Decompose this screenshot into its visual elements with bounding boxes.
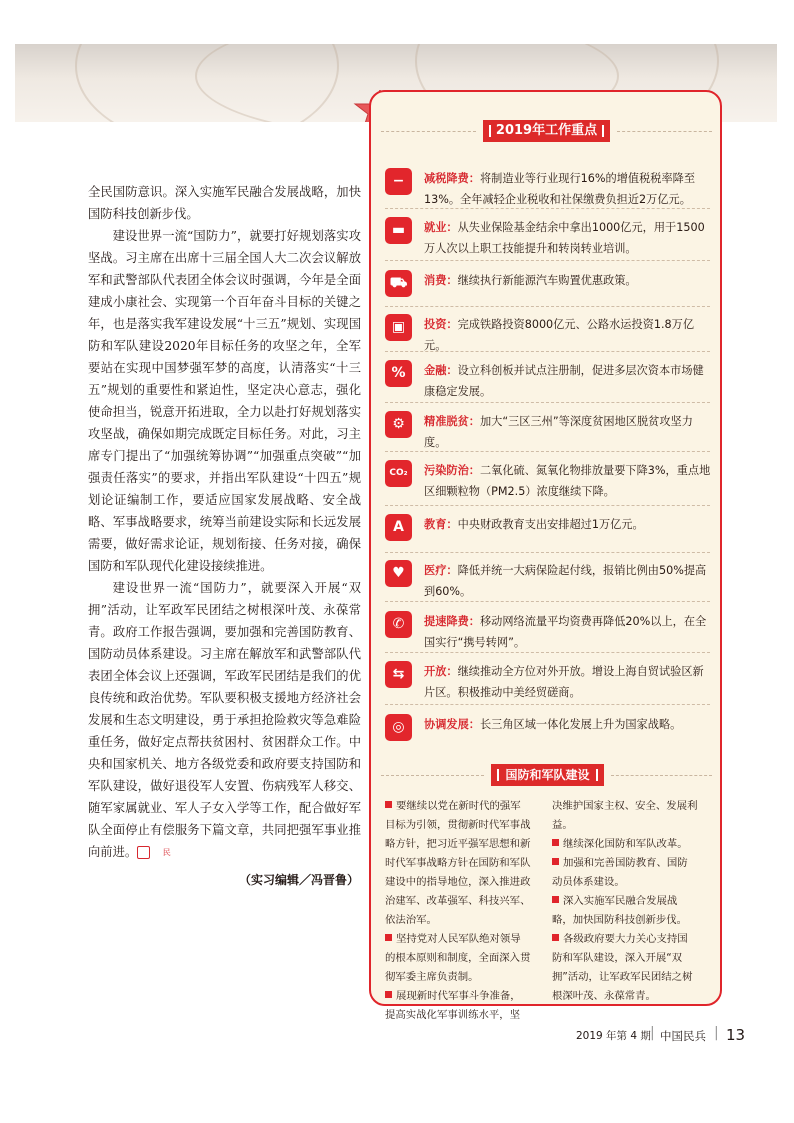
- box-title: 2019年工作重点: [483, 120, 610, 142]
- defense-text: 决维护国家主权、安全、发展利益。: [552, 800, 698, 831]
- item-separator: [385, 505, 710, 506]
- magazine-name: 中国民兵: [660, 1029, 706, 1043]
- priority-text: 将制造业等行业现行16%的增值税税率降至13%。全年减轻企业税收和社保缴费负担近2万亿元。: [424, 172, 696, 206]
- divider: [381, 775, 484, 777]
- item-separator: [385, 652, 710, 653]
- priority-keyword: 就业：: [424, 221, 458, 234]
- divider: [617, 131, 712, 133]
- item-separator: [385, 260, 710, 261]
- priority-text: 设立科创板并试点注册制，促进多层次资本市场健康稳定发展。: [424, 364, 704, 398]
- priority-keyword: 教育：: [424, 518, 458, 531]
- divider: [611, 775, 712, 777]
- priority-keyword: 提速降费：: [424, 615, 480, 628]
- priority-keyword: 减税降费：: [424, 172, 480, 185]
- issue-label: 2019 年第 4 期: [576, 1030, 651, 1042]
- priority-keyword: 精准脱贫：: [424, 415, 480, 428]
- priority-text: 二氧化硫、氮氧化物排放量要下降3%，重点地区细颗粒物（PM2.5）浓度继续下降。: [424, 464, 711, 498]
- briefcase-icon: ▬: [385, 217, 412, 244]
- priority-keyword: 医疗：: [424, 564, 458, 577]
- priority-text: 降低并统一大病保险起付线，报销比例由50%提高到60%。: [424, 564, 707, 598]
- priority-keyword: 协调发展：: [424, 718, 480, 731]
- phone-icon: ✆: [385, 611, 412, 638]
- priority-keyword: 金融：: [424, 364, 458, 377]
- exchange-icon: ⇆: [385, 661, 412, 688]
- article-body: [88, 181, 361, 891]
- item-separator: [385, 601, 710, 602]
- defense-bullet: 深入实施军民融合发展战略，加快国防科技创新步伐。: [552, 895, 688, 926]
- footer-divider: |: [650, 1025, 655, 1041]
- page-number: 13: [726, 1026, 746, 1044]
- priority-keyword: 投资：: [424, 318, 458, 331]
- defense-subtitle: 国防和军队建设: [491, 764, 604, 786]
- defense-bullet: 继续深化国防和军队改革。: [552, 835, 698, 854]
- priority-text: 中央财政教育支出安排超过1万亿元。: [457, 518, 644, 531]
- editor-credit: （实习编辑／冯晋鲁）: [238, 873, 359, 887]
- item-separator: [385, 351, 710, 352]
- priority-text: 长三角区域一体化发展上升为国家战略。: [479, 718, 682, 731]
- footer-divider: |: [714, 1025, 719, 1041]
- item-separator: [385, 208, 710, 209]
- priority-text: 继续执行新能源汽车购置优惠政策。: [457, 274, 637, 287]
- priority-text: 移动网络流量平均资费再降低20%以上，在全国实行“携号转网”。: [424, 615, 707, 649]
- magnifier-minus-icon: −: [385, 168, 412, 195]
- work-priorities-box: [369, 90, 722, 1021]
- tractor-icon: ⚙: [385, 411, 412, 438]
- priority-keyword: 消费：: [424, 274, 458, 287]
- end-mark-icon: 民: [137, 846, 150, 859]
- paragraph-3: 建设世界一流“国防力”，就要深入开展“双拥”活动，让军政军民团结之树根深叶茂、永葆常青。政府工作报告强调，要加强和完善国防教育、国防动员体系建设。习主席在解放军和武警部队代表团全体会议上还强调，军政军民团结是我们的优良传统和政治优势。军队要积极支援地方经济社会发展和生态文明建设，勇于承担抢险救灾等急难险重任务，做好定点帮扶贫困村、贫困群众工作。中央和国家机关、地方各级党委和政府要支持国防和军队建设，做好退役军人安置、伤病残军人移交、随军家属就业、军人子女入学等工作，配合做好军队全面停止有偿服务下篇文章，共同把强军事业推向前进。 民: [88, 581, 361, 859]
- priority-text: 加大“三区三州”等深度贫困地区脱贫攻坚力度。: [424, 415, 693, 449]
- cart-icon: ⛟: [385, 270, 412, 297]
- priority-keyword: 污染防治：: [424, 464, 480, 477]
- item-separator: [385, 451, 710, 452]
- handshake-icon: ◎: [385, 714, 412, 741]
- priority-text: 完成铁路投资8000亿元、公路水运投资1.8万亿元。: [424, 318, 695, 352]
- item-separator: [385, 704, 710, 705]
- priority-text: 继续推动全方位对外开放。增设上海自贸试验区新片区。积极推动中美经贸磋商。: [424, 665, 704, 699]
- defense-bullet: 加强和完善国防教育、国防动员体系建设。: [552, 857, 688, 888]
- percent-icon: %: [385, 360, 412, 387]
- paragraph-1: 全民国防意识。深入实施军民融合发展战略，加快国防科技创新步伐。: [88, 185, 361, 221]
- item-separator: [385, 306, 710, 307]
- divider: [381, 131, 476, 133]
- item-separator: [385, 402, 710, 403]
- co2-icon: CO₂: [385, 460, 412, 487]
- defense-bullet: 坚持党对人民军队绝对领导的根本原则和制度，全面深入贯彻军委主席负责制。: [385, 933, 531, 983]
- paragraph-2: 建设世界一流“国防力”，就要打好规划落实攻坚战。习主席在出席十三届全国人大二次会议解放军和武警部队代表团全体会议时强调，今年是全面建成小康社会、实现第一个百年奋斗目标的关键之年，也是落实我军建设发展“十三五”规划、实现国防和军队建设2020年目标任务的攻坚之年，全军要站在实现中国梦强军梦的高度，认清落实“十三五”规划的重要性和紧迫性，坚定决心意志，强化使命担当，锐意开拓进取，全力以赴打好规划落实攻坚战，确保如期完成既定目标任务。对此，习主席专门提出了“加强统筹协调”“加强重点突破”“加强责任落实”的要求，并指出军队建设“十四五”规划论证编制工作，要适应国家发展战略、安全战略、军事战略要求，统筹当前建设实际和长远发展需要，做好需求论证，规划衔接、任务对接，确保国防和军队现代化建设接续推进。: [88, 229, 361, 573]
- defense-bullet: 要继续以党在新时代的强军目标为引领，贯彻新时代军事战略方针，把习近平强军思想和新时代军事战略方针在国防和军队建设中的指导地位，深入推进政治建军、改革强军、科技兴军、依法治军。: [385, 800, 531, 926]
- book-icon: A: [385, 514, 412, 541]
- train-icon: ▣: [385, 314, 412, 341]
- priority-keyword: 开放：: [424, 665, 458, 678]
- priority-text: 从失业保险基金结余中拿出1000亿元，用于1500万人次以上职工技能提升和转岗转业培训。: [424, 221, 705, 255]
- item-separator: [385, 552, 710, 553]
- defense-bullet: 展现新时代军事斗争准备，提高实战化军事训练水平，坚: [385, 990, 521, 1021]
- defense-bullet: 各级政府要大力关心支持国防和军队建设，深入开展“双拥”活动，让军政军民团结之树根深叶茂、永葆常青。: [552, 933, 693, 1002]
- heartbeat-icon: ♥: [385, 560, 412, 587]
- defense-left-column: [385, 797, 531, 1025]
- defense-right-column: [552, 797, 698, 1006]
